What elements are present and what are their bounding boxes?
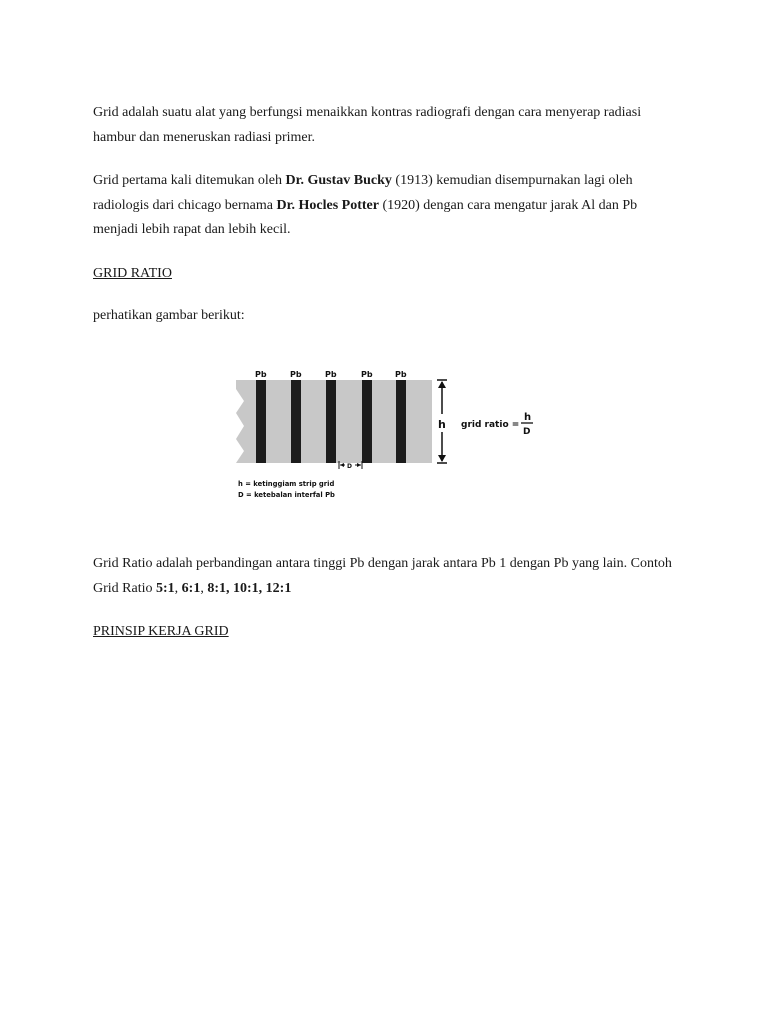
history-paragraph [93, 169, 683, 243]
ratio-example-1: 5:1 [156, 580, 175, 596]
legend-d: D = ketebalan interfal Pb [238, 491, 335, 499]
d-label: D [347, 463, 352, 470]
pb-label: Pb [325, 370, 337, 379]
pb-label: Pb [290, 370, 302, 379]
ratio-separator: , [174, 580, 182, 596]
name-gustav-bucky: Dr. Gustav Bucky [285, 173, 392, 188]
legend-h: h = ketinggiam strip grid [238, 480, 335, 488]
pb-strip [291, 380, 301, 463]
pb-strip [326, 380, 336, 463]
formula-numerator: h [524, 412, 532, 423]
ratio-example-2: 6:1 [181, 580, 201, 596]
ratio-examples-rest: 8:1, 10:1, 12:1 [207, 580, 292, 596]
pb-strip [256, 380, 266, 463]
pb-strip [396, 380, 406, 463]
formula-denominator: D [523, 427, 531, 437]
intro-paragraph: Grid adalah suatu alat yang berfungsi menaikkan kontras radiografi dengan cara menyerap radiasi hambur dan meneruskan radiasi primer. [93, 105, 642, 145]
figure-intro-paragraph: perhatikan gambar berikut: [93, 308, 245, 323]
pb-label: Pb [361, 370, 373, 379]
history-text-3: (1920) dengan cara mengatur jarak Al dan Pb menjadi lebih rapat dan lebih kecil. [93, 197, 638, 237]
name-hocles-potter: Dr. Hocles Potter [276, 197, 379, 213]
heading-grid-ratio: GRID RATIO [93, 266, 172, 281]
pb-label: Pb [255, 370, 267, 379]
ratio-separator: , [200, 580, 208, 596]
pb-strip [362, 380, 372, 463]
h-label: h [438, 418, 446, 431]
heading-prinsip-kerja-grid: PRINSIP KERJA GRID [93, 624, 229, 639]
history-text-1: Grid pertama kali ditemukan oleh [93, 173, 286, 188]
grid-ratio-diagram [228, 362, 548, 512]
formula-prefix: grid ratio = [461, 420, 520, 430]
grid-ratio-text: Grid Ratio adalah perbandingan antara tinggi Pb dengan jarak antara Pb 1 dengan Pb yang lain. Contoh Grid Ratio [93, 556, 672, 596]
pb-label: Pb [395, 370, 407, 379]
grid-ratio-paragraph [93, 552, 683, 601]
history-text-2: (1913) kemudian disempurnakan lagi oleh radiologis dari chicago bernama [93, 173, 633, 213]
